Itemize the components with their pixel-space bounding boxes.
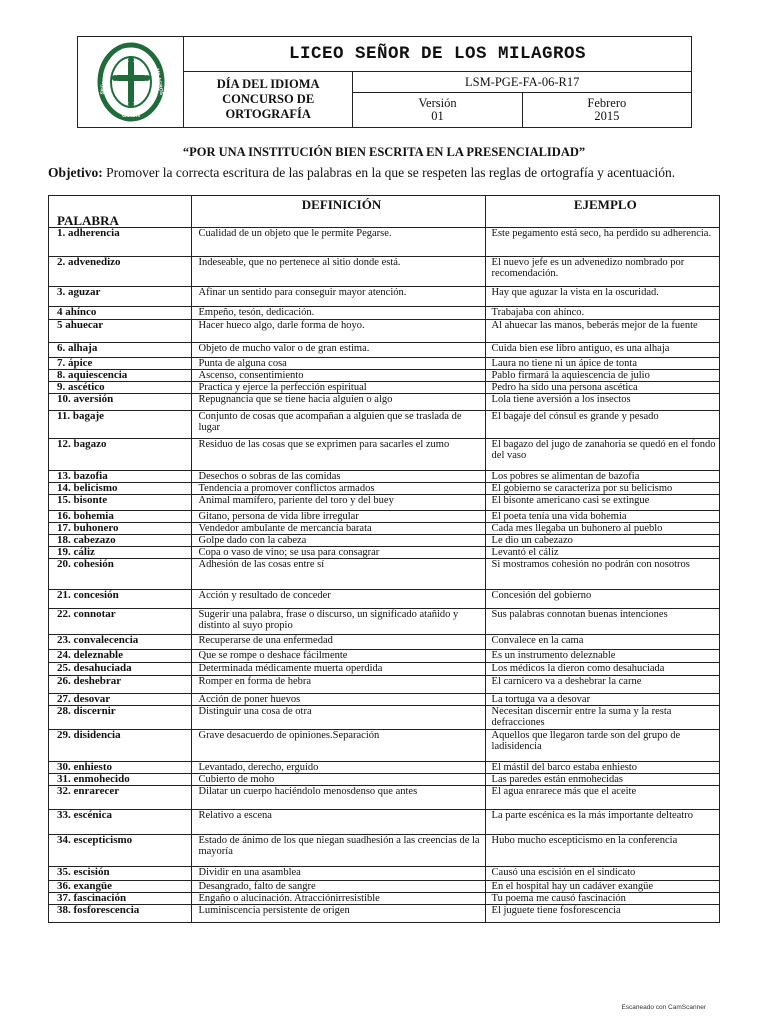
definition-cell: Punta de alguna cosa	[192, 358, 485, 370]
example-cell: El bisonte americano casi se extingue	[485, 495, 719, 511]
table-row	[49, 523, 720, 535]
table-row	[49, 730, 720, 762]
table-row	[49, 343, 720, 358]
word-cell: 7. ápice	[49, 358, 192, 370]
example-cell: Este pegamento está seco, ha perdido su adherencia.	[485, 228, 719, 257]
table-row	[49, 881, 720, 893]
word-cell: 16. bohemia	[49, 511, 192, 523]
table-row	[49, 650, 720, 663]
table-row	[49, 774, 720, 786]
example-cell: La tortuga va a desovar	[485, 694, 719, 706]
document-code: LSM-PGE-FA-06-R17	[353, 72, 692, 93]
school-seal-logo	[97, 42, 165, 122]
word-cell: 17. buhonero	[49, 523, 192, 535]
example-cell: Es un instrumento deleznable	[485, 650, 719, 663]
definition-cell: Engaño o alucinación. Atracciónirresistible	[192, 893, 485, 905]
word-cell: 20. cohesión	[49, 559, 192, 590]
word-cell: 18. cabezazo	[49, 535, 192, 547]
example-cell: Hay que aguzar la vista en la oscuridad.	[485, 287, 719, 307]
objective	[48, 165, 698, 180]
table-row	[49, 635, 720, 650]
definition-cell: Adhesión de las cosas entre sí	[192, 559, 485, 590]
word-cell: 6. alhaja	[49, 343, 192, 358]
table-row	[49, 810, 720, 835]
word-cell: 27. desovar	[49, 694, 192, 706]
logo-text-bottom: GIRÓN	[121, 113, 140, 119]
word-cell: 28. discernir	[49, 706, 192, 730]
word-cell: 29. disidencia	[49, 730, 192, 762]
definition-cell: Copa o vaso de vino; se usa para consagrar	[192, 547, 485, 559]
example-cell: Causó una escisión en el sindicato	[485, 867, 719, 881]
word-cell: 35. escisión	[49, 867, 192, 881]
word-cell: 5 ahuecar	[49, 320, 192, 343]
date-month: Febrero	[587, 96, 627, 110]
example-cell: Lola tiene aversión a los insectos	[485, 394, 719, 411]
example-cell: El nuevo jefe es un advenedizo nombrado por recomendación.	[485, 257, 719, 287]
version-value: 01	[431, 109, 444, 123]
definition-cell: Tendencia a promover conflictos armados	[192, 483, 485, 495]
word-cell: 30. enhiesto	[49, 762, 192, 774]
word-cell: 10. aversión	[49, 394, 192, 411]
definition-cell: Empeño, tesón, dedicación.	[192, 307, 485, 320]
table-row	[49, 439, 720, 471]
example-cell: Si mostramos cohesión no podrán con nosotros	[485, 559, 719, 590]
word-cell: 4 ahínco	[49, 307, 192, 320]
definition-cell: Animal mamífero, pariente del toro y del buey	[192, 495, 485, 511]
table-row	[49, 706, 720, 730]
word-cell: 1. adherencia	[49, 228, 192, 257]
table-row	[49, 370, 720, 382]
example-cell: El mástil del barco estaba enhiesto	[485, 762, 719, 774]
definition-cell: Recuperarse de una enfermedad	[192, 635, 485, 650]
example-cell: El juguete tiene fosforescencia	[485, 905, 719, 923]
definition-cell: Luminiscencia persistente de origen	[192, 905, 485, 923]
word-cell: 26. deshebrar	[49, 676, 192, 694]
school-name: LICEO SEÑOR DE LOS MILAGROS	[184, 37, 692, 72]
definition-cell: Acción de poner huevos	[192, 694, 485, 706]
definition-cell: Cualidad de un objeto que le permite Pegarse.	[192, 228, 485, 257]
table-row	[49, 411, 720, 439]
version-label: Versión	[418, 96, 457, 110]
definition-cell: Levantado, derecho, erguido	[192, 762, 485, 774]
date-cell	[522, 93, 691, 128]
example-cell: Tu poema me causó fascinación	[485, 893, 719, 905]
table-row	[49, 905, 720, 923]
definition-cell: Hacer hueco algo, darle forma de hoyo.	[192, 320, 485, 343]
example-cell: El bagaje del cónsul es grande y pesado	[485, 411, 719, 439]
word-cell: 23. convalecencia	[49, 635, 192, 650]
definition-cell: Dilatar un cuerpo haciéndolo menosdenso que antes	[192, 786, 485, 810]
logo-cell	[78, 37, 184, 128]
version-cell	[353, 93, 522, 128]
example-cell: El gobierno se caracteriza por su belicismo	[485, 483, 719, 495]
example-cell: El poeta tenía una vida bohemia	[485, 511, 719, 523]
table-row	[49, 228, 720, 257]
table-row	[49, 663, 720, 676]
objective-label: Objetivo:	[48, 165, 103, 180]
table-row	[49, 867, 720, 881]
table-row	[49, 535, 720, 547]
example-cell: Hubo mucho escepticismo en la conferencia	[485, 835, 719, 867]
definition-cell: Objeto de mucho valor o de gran estima.	[192, 343, 485, 358]
word-cell: 19. cáliz	[49, 547, 192, 559]
example-cell: El agua enrarece más que el aceite	[485, 786, 719, 810]
table-row	[49, 471, 720, 483]
definition-cell: Ascenso, consentimiento	[192, 370, 485, 382]
example-cell: Le dio un cabezazo	[485, 535, 719, 547]
definition-cell: Que se rompe o deshace fácilmente	[192, 650, 485, 663]
header-palabra: PALABRA	[49, 196, 192, 228]
definition-cell: Golpe dado con la cabeza	[192, 535, 485, 547]
table-row	[49, 320, 720, 343]
definition-cell: Relativo a escena	[192, 810, 485, 835]
objective-text: Promover la correcta escritura de las palabras en la que se respeten las reglas de ortografía y acentuación.	[102, 165, 676, 180]
motto: “POR UNA INSTITUCIÓN BIEN ESCRITA EN LA PRESENCIALIDAD”	[182, 145, 586, 159]
table-row	[49, 559, 720, 590]
definition-cell: Sugerir una palabra, frase o discurso, un significado atañido y distinto al suyo propio	[192, 609, 485, 635]
definition-cell: Desechos o sobras de las comidas	[192, 471, 485, 483]
example-cell: La parte escénica es la más importante delteatro	[485, 810, 719, 835]
word-cell: 14. belicismo	[49, 483, 192, 495]
example-cell: Sus palabras connotan buenas intenciones	[485, 609, 719, 635]
logo-text-left: SEÑOR	[99, 76, 109, 96]
example-cell: Los médicos la dieron como desahuciada	[485, 663, 719, 676]
table-row	[49, 382, 720, 394]
table-row	[49, 547, 720, 559]
word-cell: 34. escepticismo	[49, 835, 192, 867]
definition-cell: Romper en forma de hebra	[192, 676, 485, 694]
table-row	[49, 609, 720, 635]
event-line-2: CONCURSO DE ORTOGRAFÍA	[222, 92, 315, 121]
word-cell: 8. aquiescencia	[49, 370, 192, 382]
definition-cell: Distinguir una cosa de otra	[192, 706, 485, 730]
table-row	[49, 287, 720, 307]
header-definicion: DEFINICIÓN	[192, 196, 485, 228]
example-cell: En el hospital hay un cadáver exangüe	[485, 881, 719, 893]
word-cell: 3. aguzar	[49, 287, 192, 307]
definition-cell: Estado de ánimo de los que niegan suadhesión a las creencias de la mayoría	[192, 835, 485, 867]
example-cell: El carnicero va a deshebrar la carne	[485, 676, 719, 694]
example-cell: Laura no tiene ni un ápice de tonta	[485, 358, 719, 370]
table-row	[49, 762, 720, 774]
definition-cell: Afinar un sentido para conseguir mayor atención.	[192, 287, 485, 307]
table-row	[49, 307, 720, 320]
scanner-footer: Escaneado con CamScanner	[621, 1004, 706, 1011]
definition-cell: Practica y ejerce la perfección espiritual	[192, 382, 485, 394]
table-row	[49, 483, 720, 495]
definition-cell: Dividir en una asamblea	[192, 867, 485, 881]
word-cell: 25. desahuciada	[49, 663, 192, 676]
definition-cell: Grave desacuerdo de opiniones.Separación	[192, 730, 485, 762]
word-cell: 37. fascinación	[49, 893, 192, 905]
logo-text-top: LICEO	[121, 49, 140, 55]
table-row	[49, 786, 720, 810]
document-header	[77, 36, 692, 128]
word-cell: 36. exangüe	[49, 881, 192, 893]
word-cell: 12. bagazo	[49, 439, 192, 471]
table-row	[49, 590, 720, 609]
word-cell: 24. deleznable	[49, 650, 192, 663]
table-row	[49, 495, 720, 511]
event-title	[184, 72, 353, 128]
table-row	[49, 511, 720, 523]
table-row	[49, 694, 720, 706]
word-cell: 31. enmohecido	[49, 774, 192, 786]
table-row	[49, 257, 720, 287]
logo-text-right: MILAGROS	[153, 68, 164, 96]
word-cell: 2. advenedizo	[49, 257, 192, 287]
definition-cell: Repugnancia que se tiene hacia alguien o algo	[192, 394, 485, 411]
table-header-row	[49, 196, 720, 228]
definition-cell: Conjunto de cosas que acompañan a alguien que se traslada de lugar	[192, 411, 485, 439]
word-cell: 9. ascético	[49, 382, 192, 394]
example-cell: Trabajaba con ahínco.	[485, 307, 719, 320]
definition-cell: Vendedor ambulante de mercancía barata	[192, 523, 485, 535]
date-year: 2015	[594, 109, 620, 123]
example-cell: Las paredes están enmohecidas	[485, 774, 719, 786]
example-cell: Convalece en la cama	[485, 635, 719, 650]
word-cell: 22. connotar	[49, 609, 192, 635]
table-row	[49, 358, 720, 370]
word-cell: 15. bisonte	[49, 495, 192, 511]
example-cell: Necesitan discernir entre la suma y la resta defracciones	[485, 706, 719, 730]
word-cell: 21. concesión	[49, 590, 192, 609]
word-cell: 11. bagaje	[49, 411, 192, 439]
definition-cell: Acción y resultado de conceder	[192, 590, 485, 609]
example-cell: Concesión del gobierno	[485, 590, 719, 609]
word-cell: 33. escénica	[49, 810, 192, 835]
example-cell: Al ahuecar las manos, beberás mejor de la fuente	[485, 320, 719, 343]
example-cell: Pedro ha sido una persona ascética	[485, 382, 719, 394]
definition-cell: Determinada médicamente muerta operdida	[192, 663, 485, 676]
definition-cell: Gitano, persona de vida libre irregular	[192, 511, 485, 523]
header-ejemplo: EJEMPLO	[485, 196, 719, 228]
table-row	[49, 835, 720, 867]
table-row	[49, 893, 720, 905]
definition-cell: Residuo de las cosas que se exprimen para sacarles el zumo	[192, 439, 485, 471]
word-cell: 13. bazofia	[49, 471, 192, 483]
word-cell: 38. fosforescencia	[49, 905, 192, 923]
example-cell: El bagazo del jugo de zanahoria se quedó en el fondo del vaso	[485, 439, 719, 471]
table-row	[49, 676, 720, 694]
example-cell: Los pobres se alimentan de bazofia	[485, 471, 719, 483]
example-cell: Levantó el cáliz	[485, 547, 719, 559]
definition-cell: Indeseable, que no pertenece al sitio donde está.	[192, 257, 485, 287]
example-cell: Aquellos que llegaron tarde son del grupo de ladisidencia	[485, 730, 719, 762]
event-line-1: DÍA DEL IDIOMA	[216, 77, 320, 91]
vocabulary-table	[48, 195, 720, 923]
example-cell: Pablo firmará la aquiescencia de julio	[485, 370, 719, 382]
table-row	[49, 394, 720, 411]
definition-cell: Desangrado, falto de sangre	[192, 881, 485, 893]
example-cell: Cuida bien ese libro antiguo, es una alhaja	[485, 343, 719, 358]
definition-cell: Cubierto de moho	[192, 774, 485, 786]
word-cell: 32. enrarecer	[49, 786, 192, 810]
example-cell: Cada mes llegaba un buhonero al pueblo	[485, 523, 719, 535]
table-body	[49, 228, 720, 923]
